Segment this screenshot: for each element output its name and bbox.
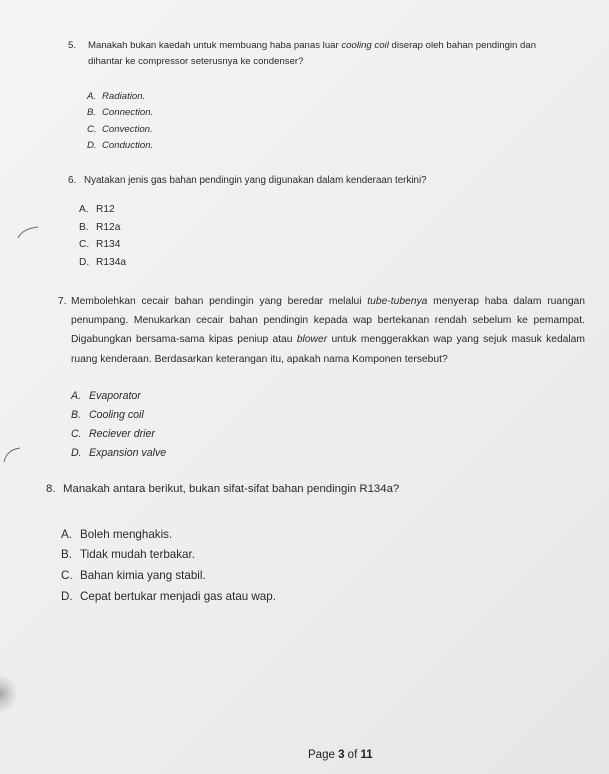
option-8b[interactable]: B. Tidak mudah terbakar. — [61, 548, 195, 561]
page-word: Page — [308, 749, 335, 761]
option-7b[interactable]: B. Cooling coil — [71, 409, 144, 421]
edge-shadow — [0, 676, 16, 712]
of-word: of — [347, 749, 358, 761]
question-5 — [68, 38, 548, 70]
question-number: 8. — [46, 483, 56, 495]
question-8 — [46, 483, 566, 495]
pen-mark — [16, 224, 40, 240]
option-6b[interactable]: B. R12a — [79, 222, 121, 233]
option-7a[interactable]: A. Evaporator — [71, 390, 141, 402]
option-5b[interactable]: B. Connection. — [87, 107, 154, 118]
question-text: Membolehkan cecair bahan pendingin yang beredar melalui tube-tubenya menyerap haba dalam ruangan penumpang. Menukarkan cecair bahan pendingin kepada wap bertekanan rendah sebelum ke pemampat. Digabungkan bersama-sama kipas peniup atau blower untuk menggerakkan wap yang sejuk masuk kedalam ruang kenderaan. Berdasarkan keterangan itu, apakah nama Komponen tersebut? — [71, 296, 585, 365]
option-7d[interactable]: D. Expansion valve — [71, 447, 167, 459]
option-5a[interactable]: A. Radiation. — [87, 91, 146, 102]
question-text: Manakah antara berikut, bukan sifat-sifat bahan pendingin R134a? — [63, 483, 400, 495]
option-8c[interactable]: C. Bahan kimia yang stabil. — [61, 569, 206, 582]
page-current: 3 — [338, 749, 345, 761]
question-text: Nyatakan jenis gas bahan pendingin yang digunakan dalam kenderaan terkini? — [84, 175, 427, 186]
page-footer — [308, 749, 373, 761]
question-6 — [68, 175, 548, 186]
pen-mark — [2, 446, 22, 464]
option-8d[interactable]: D. Cepat bertukar menjadi gas atau wap. — [61, 590, 276, 603]
option-6a[interactable]: A. R12 — [79, 204, 115, 215]
question-text: Manakah bukan kaedah untuk membuang haba panas luar cooling coil diserap oleh bahan pendingin dan dihantar ke compressor seterusnya ke condenser? — [88, 40, 537, 67]
question-number: 7. — [58, 296, 67, 307]
option-6c[interactable]: C. R134 — [79, 239, 121, 250]
question-7 — [58, 292, 585, 369]
option-5c[interactable]: C. Convection. — [87, 124, 153, 135]
option-6d[interactable]: D. R134a — [79, 257, 127, 268]
question-number: 6. — [68, 175, 77, 186]
page-total: 11 — [360, 749, 373, 761]
option-8a[interactable]: A. Boleh menghakis. — [61, 528, 173, 541]
question-number: 5. — [68, 40, 77, 51]
option-7c[interactable]: C. Reciever drier — [71, 428, 155, 440]
option-5d[interactable]: D. Conduction. — [87, 140, 154, 151]
